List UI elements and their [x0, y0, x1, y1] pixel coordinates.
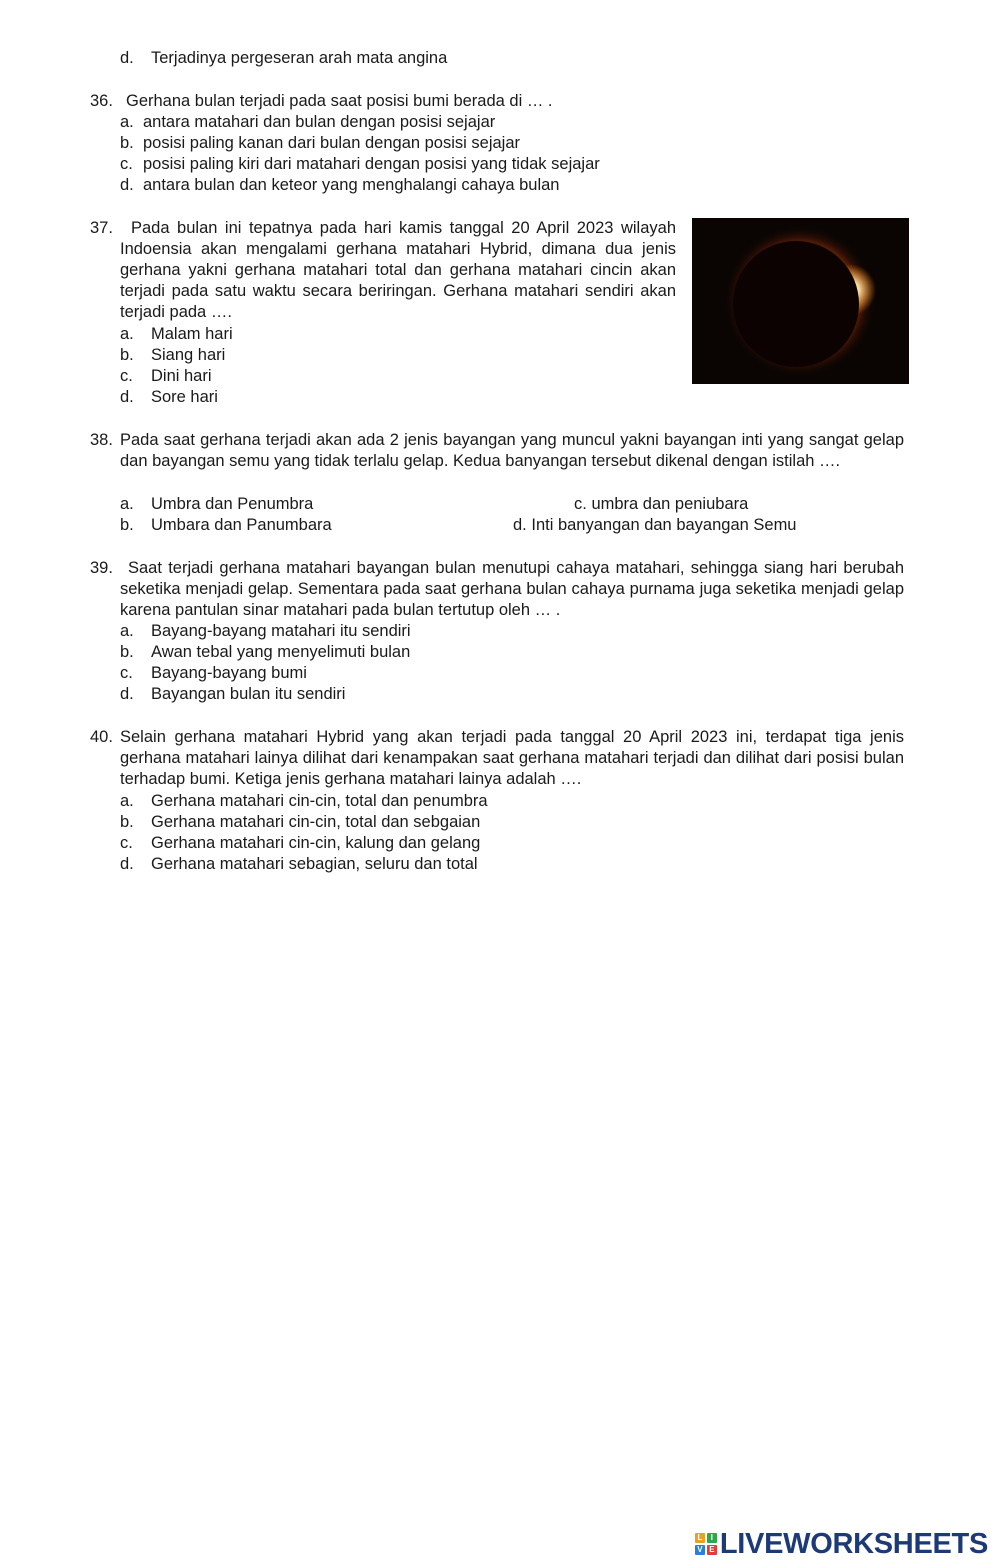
option-letter: a.	[120, 792, 134, 810]
option-text: Bayang-bayang matahari itu sendiri	[151, 622, 411, 640]
option-a[interactable]	[120, 112, 495, 133]
option-text: Bayang-bayang bumi	[151, 664, 307, 682]
option-letter: a.	[120, 622, 134, 640]
option-text: Inti banyangan dan bayangan Semu	[531, 516, 797, 534]
question-text: Pada bulan ini tepatnya pada hari kamis tanggal 20 April 2023 wilayah Indoensia akan mengalami gerhana matahari Hybrid, dimana dua jenis gerhana yakni gerhana matahari total dan gerhana matahari cincin akan terjadi pada satu waktu secara beriringan. Gerhana matahari sendiri akan terjadi pada ….	[120, 219, 676, 321]
option-c[interactable]	[120, 833, 480, 854]
option-text: antara matahari dan bulan dengan posisi sejajar	[143, 113, 496, 131]
option-letter: d.	[120, 388, 134, 406]
option-text: Gerhana matahari sebagian, seluru dan total	[151, 855, 478, 873]
option-letter: c.	[120, 834, 133, 852]
option-b[interactable]	[120, 133, 520, 154]
question-number: 40.	[90, 728, 113, 746]
option-d[interactable]	[120, 854, 478, 875]
prev-option-d	[120, 48, 447, 69]
option-text: Gerhana matahari cin-cin, kalung dan gelang	[151, 834, 481, 852]
option-letter: b.	[120, 134, 134, 152]
option-text: Siang hari	[151, 346, 226, 364]
option-letter: b.	[120, 813, 134, 831]
option-letter: c.	[574, 495, 587, 513]
option-letter: c.	[120, 367, 133, 385]
option-letter: b.	[120, 643, 134, 661]
option-d[interactable]	[120, 387, 218, 408]
option-letter: a.	[120, 113, 134, 131]
logo-letter: V	[695, 1545, 705, 1555]
option-a[interactable]	[120, 494, 313, 515]
question-text: Saat terjadi gerhana matahari bayangan bulan menutupi cahaya matahari, sehingga siang hari berubah seketika menjadi gelap. Sementara pada saat gerhana bulan cahaya purnama juga seketika menjadi gelap karena pantulan sinar matahari pada bulan tertutup oleh … .	[120, 559, 904, 619]
option-letter: c.	[120, 664, 133, 682]
option-letter: d.	[120, 49, 134, 67]
option-text: Malam hari	[151, 325, 233, 343]
option-text: Sore hari	[151, 388, 218, 406]
question-number: 37.	[90, 219, 113, 237]
eclipse-icon	[692, 218, 909, 384]
logo-mark-icon	[695, 1533, 717, 1555]
option-text: Gerhana matahari cin-cin, total dan penumbra	[151, 792, 488, 810]
question-number: 36.	[90, 92, 113, 110]
option-text: Umbara dan Panumbara	[151, 516, 332, 534]
question-number: 39.	[90, 559, 113, 577]
option-c[interactable]	[574, 494, 748, 515]
option-c[interactable]	[120, 663, 307, 684]
logo-letter: I	[707, 1533, 717, 1543]
option-b[interactable]	[120, 345, 225, 366]
option-a[interactable]	[120, 324, 233, 345]
option-letter: b.	[120, 346, 134, 364]
option-c[interactable]	[120, 154, 600, 175]
option-letter: d.	[120, 685, 134, 703]
option-letter: c.	[120, 155, 133, 173]
option-b[interactable]	[120, 812, 480, 833]
question-text: Gerhana bulan terjadi pada saat posisi bumi berada di … .	[126, 92, 553, 110]
option-a[interactable]	[120, 791, 488, 812]
option-d[interactable]	[513, 515, 797, 536]
option-d[interactable]	[120, 684, 345, 705]
option-text: Bayangan bulan itu sendiri	[151, 685, 346, 703]
option-d[interactable]	[120, 175, 559, 196]
option-letter: a.	[120, 325, 134, 343]
logo-letter: E	[707, 1545, 717, 1555]
option-letter: b.	[120, 516, 134, 534]
question-text: Selain gerhana matahari Hybrid yang akan terjadi pada tanggal 20 April 2023 ini, terdapat tiga jenis gerhana matahari lainya dilihat dari kenampakan saat gerhana matahari terjadi dan dilihat dari posisi bulan terhadap bumi. Ketiga jenis gerhana matahari lainya adalah ….	[120, 728, 904, 788]
option-letter: d.	[513, 516, 527, 534]
question-number: 38.	[90, 431, 113, 449]
option-b[interactable]	[120, 515, 332, 536]
option-b[interactable]	[120, 642, 410, 663]
logo-letter: L	[695, 1533, 705, 1543]
option-text: Awan tebal yang menyelimuti bulan	[151, 643, 411, 661]
option-letter: d.	[120, 855, 134, 873]
option-text: antara bulan dan keteor yang menghalangi cahaya bulan	[143, 176, 560, 194]
option-text: Dini hari	[151, 367, 212, 385]
option-a[interactable]	[120, 621, 411, 642]
option-text: umbra dan peniubara	[591, 495, 749, 513]
option-text: Terjadinya pergeseran arah mata angina	[151, 49, 448, 67]
solar-eclipse-image	[692, 218, 909, 384]
liveworksheets-logo[interactable]	[695, 1528, 988, 1560]
option-text: Gerhana matahari cin-cin, total dan sebgaian	[151, 813, 481, 831]
option-letter: d.	[120, 176, 134, 194]
option-text: posisi paling kiri dari matahari dengan posisi yang tidak sejajar	[143, 155, 600, 173]
option-text: Umbra dan Penumbra	[151, 495, 314, 513]
option-text: posisi paling kanan dari bulan dengan posisi sejajar	[143, 134, 521, 152]
question-text: Pada saat gerhana terjadi akan ada 2 jenis bayangan yang muncul yakni bayangan inti yang sangat gelap dan bayangan semu yang tidak terlalu gelap. Kedua banyangan tersebut dikenal dengan istilah ….	[120, 431, 904, 470]
option-c[interactable]	[120, 366, 212, 387]
option-letter: a.	[120, 495, 134, 513]
logo-text: LIVEWORKSHEETS	[719, 1527, 988, 1560]
